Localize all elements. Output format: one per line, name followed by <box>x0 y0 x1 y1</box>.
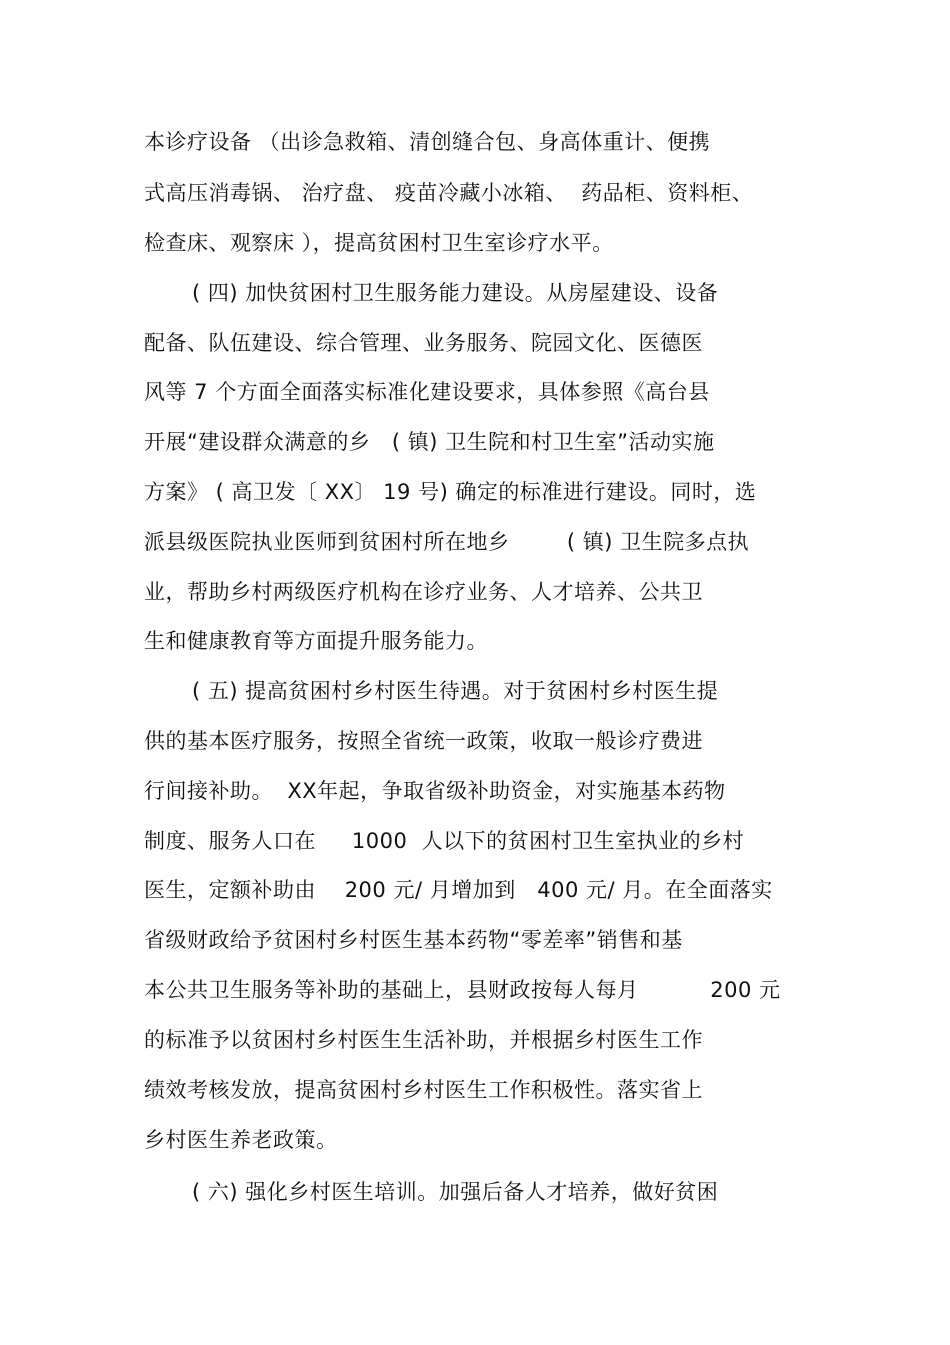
text-line: 检查床、观察床 ），提高贫困村卫生室诊疗水平。 <box>144 231 614 255</box>
paragraph-start-line: ( 六) 强化乡村医生培训。加强后备人才培养，做好贫困 <box>192 1180 719 1204</box>
text-line: 供的基本医疗服务，按照全省统一政策，收取一般诊疗费进 <box>144 729 703 753</box>
text-line: 式高压消毒锅、 治疗盘、 疫苗冷藏小冰箱、 药品柜、资料柜、 <box>144 181 754 205</box>
text-line: 乡村医生养老政策。 <box>144 1128 338 1152</box>
text-line: 省级财政给予贫困村乡村医生基本药物“零差率”销售和基 <box>144 928 683 952</box>
text-line: 派县级医院执业医师到贫困村所在地乡 ( 镇) 卫生院多点执 <box>144 530 750 554</box>
text-line: 方案》 ( 高卫发〔 XX〕 19 号) 确定的标准进行建设。同时，选 <box>144 480 757 504</box>
text-line: 开展“建设群众满意的乡 ( 镇) 卫生院和村卫生室”活动实施 <box>144 430 715 454</box>
text-line: 制度、服务人口在 1000 人以下的贫困村卫生室执业的乡村 <box>144 829 745 853</box>
paragraph-start-line: ( 四) 加快贫困村卫生服务能力建设。从房屋建设、设备 <box>192 281 719 305</box>
text-line: 配备、队伍建设、综合管理、业务服务、院园文化、医德医 <box>144 331 703 355</box>
text-line: 本诊疗设备 （出诊急救箱、清创缝合包、身高体重计、便携 <box>144 130 711 154</box>
text-line: 行间接补助。 XX年起，争取省级补助资金，对实施基本药物 <box>144 779 726 803</box>
text-line: 本公共卫生服务等补助的基础上，县财政按每人每月 200 元 <box>144 978 781 1002</box>
text-line: 风等 7 个方面全面落实标准化建设要求，具体参照《高台县 <box>144 380 710 404</box>
text-line: 的标准予以贫困村乡村医生生活补助，并根据乡村医生工作 <box>144 1028 703 1052</box>
text-line: 生和健康教育等方面提升服务能力。 <box>144 629 488 653</box>
text-line: 绩效考核发放，提高贫困村乡村医生工作积极性。落实省上 <box>144 1078 703 1102</box>
text-line: 医生，定额补助由 200 元/ 月增加到 400 元/ 月。在全面落实 <box>144 878 773 902</box>
text-line: 业，帮助乡村两级医疗机构在诊疗业务、人才培养、公共卫 <box>144 580 703 604</box>
paragraph-start-line: ( 五) 提高贫困村乡村医生待遇。对于贫困村乡村医生提 <box>192 679 719 703</box>
